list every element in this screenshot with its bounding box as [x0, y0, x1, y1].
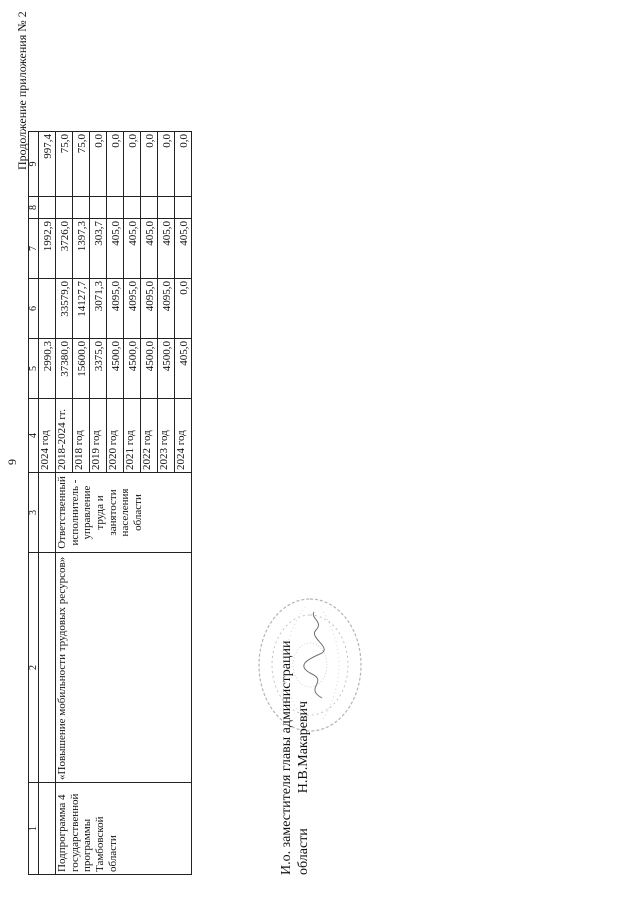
year-cell: 2023 год	[158, 399, 175, 473]
value-cell: 405,0	[107, 219, 124, 279]
value-cell: 33579,0	[56, 279, 73, 339]
header-cell: 4	[29, 399, 39, 473]
value-cell: 14127,7	[73, 279, 90, 339]
value-cell	[56, 197, 73, 219]
year-cell: 2020 год	[107, 399, 124, 473]
value-cell: 0,0	[141, 132, 158, 197]
responsible-executor: Ответственный исполнитель - управление труда и занятости населения области	[56, 473, 192, 553]
value-cell	[141, 197, 158, 219]
carry-over-row	[39, 132, 56, 875]
value-cell: 37380,0	[56, 339, 73, 399]
header-cell: 9	[29, 132, 39, 197]
signatory-name: Н.В.Макаревич	[296, 700, 311, 794]
value-cell: 4095,0	[124, 279, 141, 339]
header-cell: 1	[29, 783, 39, 875]
value-cell: 4095,0	[158, 279, 175, 339]
value-cell: 2990,3	[39, 339, 56, 399]
value-cell: 15600,0	[73, 339, 90, 399]
header-cell: 5	[29, 339, 39, 399]
value-cell: 405,0	[175, 339, 192, 399]
value-cell	[39, 279, 56, 339]
value-cell: 303,7	[90, 219, 107, 279]
value-cell: 0,0	[124, 132, 141, 197]
value-cell: 3071,3	[90, 279, 107, 339]
value-cell: 75,0	[56, 132, 73, 197]
value-cell: 4095,0	[141, 279, 158, 339]
header-number-row	[29, 132, 39, 875]
year-cell: 2024 год	[175, 399, 192, 473]
value-cell	[158, 197, 175, 219]
value-cell	[175, 197, 192, 219]
budget-table	[28, 131, 192, 875]
value-cell: 0,0	[175, 132, 192, 197]
value-cell: 0,0	[90, 132, 107, 197]
value-cell	[39, 197, 56, 219]
value-cell: 4500,0	[141, 339, 158, 399]
signatory-position: И.о. заместителя главы администрации	[279, 640, 294, 875]
table-row	[56, 132, 73, 875]
year-cell: 2024 год	[39, 399, 56, 473]
value-cell: 1992,9	[39, 219, 56, 279]
value-cell: 405,0	[175, 219, 192, 279]
value-cell: 405,0	[124, 219, 141, 279]
year-cell: 2019 год	[90, 399, 107, 473]
value-cell: 0,0	[107, 132, 124, 197]
header-cell: 7	[29, 219, 39, 279]
handwritten-signature	[300, 610, 330, 700]
value-cell: 1397,3	[73, 219, 90, 279]
page-number: 9	[5, 459, 19, 465]
value-cell: 75,0	[73, 132, 90, 197]
value-cell: 0,0	[175, 279, 192, 339]
header-cell: 8	[29, 197, 39, 219]
value-cell: 405,0	[158, 219, 175, 279]
signatory-region: области	[296, 828, 311, 875]
value-cell	[90, 197, 107, 219]
year-cell: 2021 год	[124, 399, 141, 473]
subprogram-title: «Повышение мобильности трудовых ресурсов»	[56, 553, 192, 783]
value-cell	[73, 197, 90, 219]
value-cell: 3375,0	[90, 339, 107, 399]
value-cell: 3726,0	[56, 219, 73, 279]
empty-cell	[39, 473, 56, 553]
header-cell: 2	[29, 553, 39, 783]
value-cell: 4095,0	[107, 279, 124, 339]
value-cell: 997,4	[39, 132, 56, 197]
header-cell: 3	[29, 473, 39, 553]
value-cell: 4500,0	[124, 339, 141, 399]
empty-cell	[39, 553, 56, 783]
header-cell: 6	[29, 279, 39, 339]
value-cell	[107, 197, 124, 219]
year-cell: 2022 год	[141, 399, 158, 473]
year-cell: 2018-2024 гг.	[56, 399, 73, 473]
value-cell: 4500,0	[158, 339, 175, 399]
value-cell: 405,0	[141, 219, 158, 279]
value-cell: 4500,0	[107, 339, 124, 399]
appendix-note: Продолжение приложения № 2	[15, 11, 29, 170]
subprogram-name: Подпрограмма 4 государственной программы Тамбовской области	[56, 783, 192, 875]
year-cell: 2018 год	[73, 399, 90, 473]
value-cell: 0,0	[158, 132, 175, 197]
empty-cell	[39, 783, 56, 875]
value-cell	[124, 197, 141, 219]
